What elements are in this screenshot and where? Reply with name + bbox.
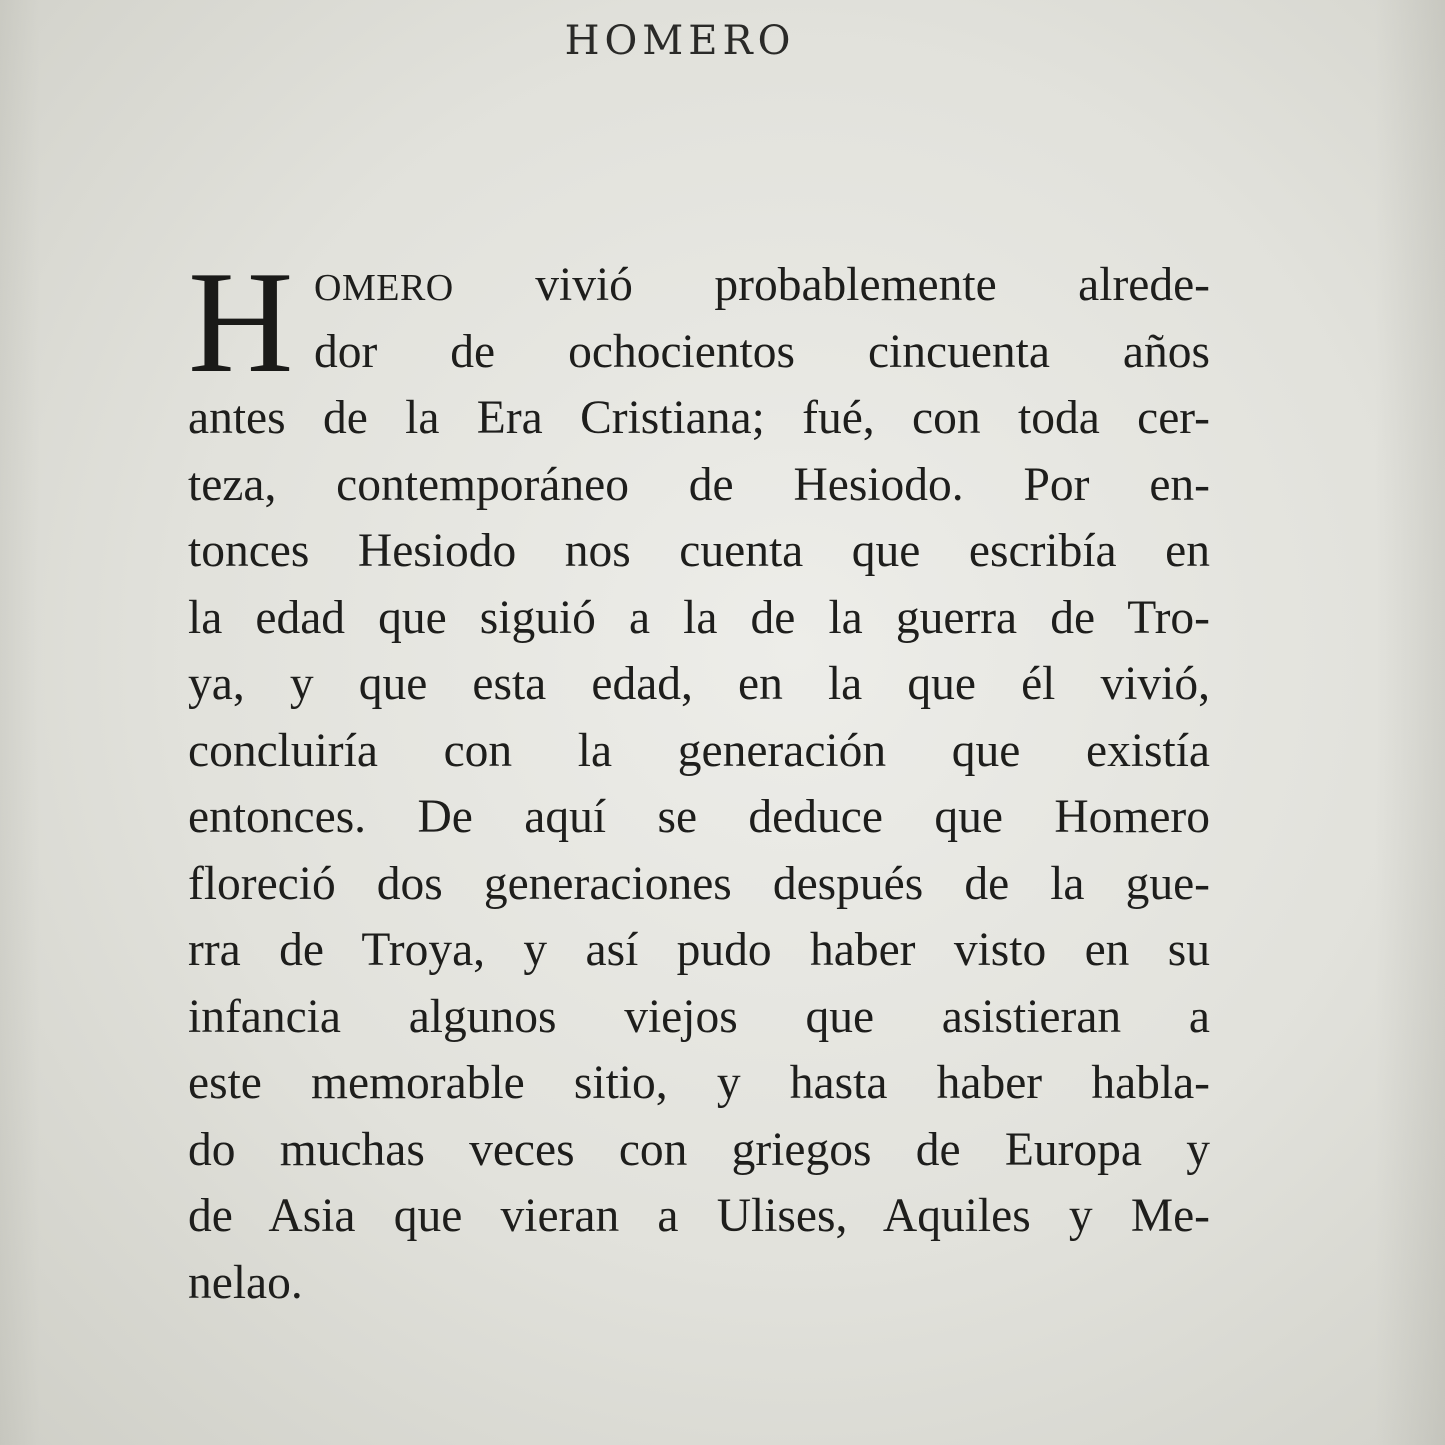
text-line: teza, contemporáneo de Hesiodo. Por en- (188, 458, 1210, 511)
text-line: antes de la Era Cristiana; fué, con toda cer- (188, 392, 1210, 444)
first-line-rest: vivió probablemente alrede- (535, 259, 1210, 311)
text-line: de Asia que vieran a Ulises, Aquiles y Me- (188, 1190, 1210, 1242)
page-edge-shadow (1375, 0, 1445, 1445)
text-line: la edad que siguió a la de la guerra de Tro- (188, 591, 1210, 644)
text-line: rra de Troya, y así pudo haber visto en su (188, 924, 1210, 976)
text-line: nelao. (188, 1256, 303, 1309)
body-paragraph (188, 241, 1210, 1316)
text-line: do muchas veces con griegos de Europa y (188, 1123, 1210, 1176)
first-word-smallcaps: OMERO (314, 267, 454, 309)
text-line: dor de ochocientos cincuenta años (314, 325, 1210, 378)
text-line (188, 252, 1210, 319)
page-gutter-shadow (0, 0, 40, 1445)
text-line: tonces Hesiodo nos cuenta que escribía en (188, 525, 1210, 577)
drop-cap: H (188, 241, 294, 403)
text-line: ya, y que esta edad, en la que él vivió, (188, 658, 1210, 710)
text-line: floreció dos generaciones después de la gue- (188, 857, 1210, 910)
text-line: este memorable sitio, y hasta haber habla- (188, 1057, 1210, 1109)
text-line: concluiría con la generación que existía (188, 724, 1210, 777)
text-line: infancia algunos viejos que asistieran a (188, 990, 1210, 1043)
running-head: HOMERO (564, 18, 796, 64)
text-line: entonces. De aquí se deduce que Homero (188, 791, 1210, 843)
